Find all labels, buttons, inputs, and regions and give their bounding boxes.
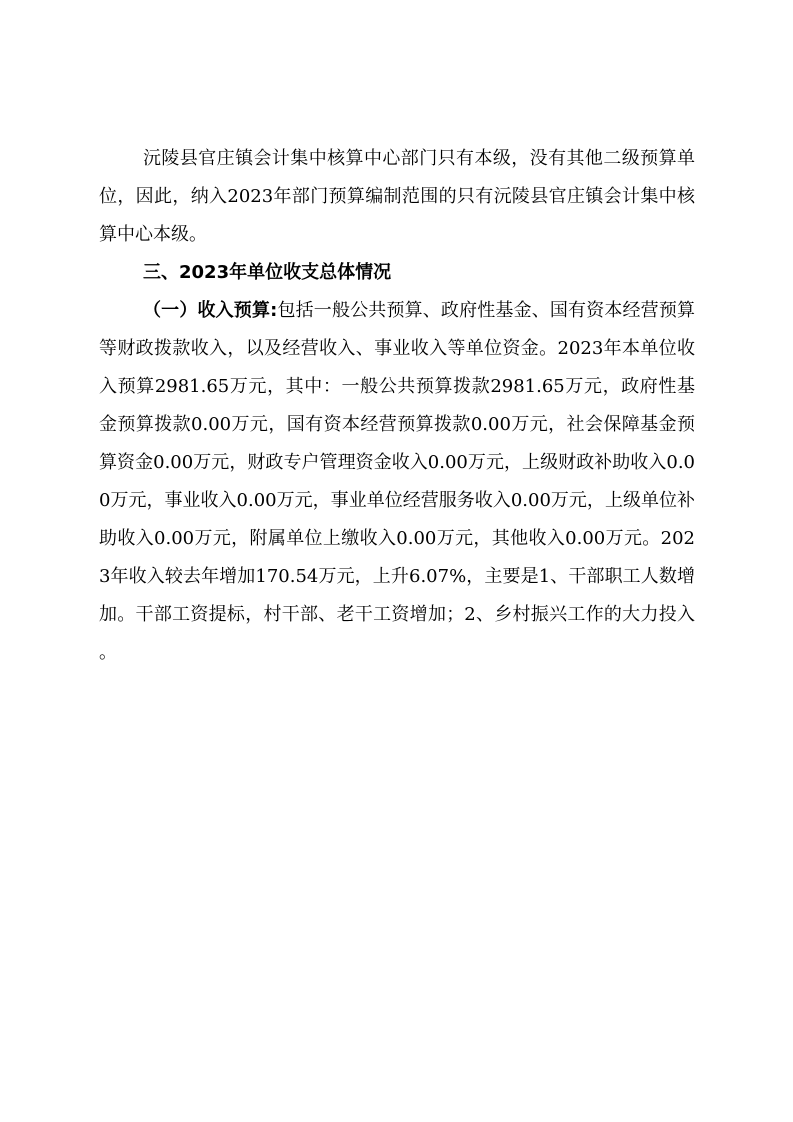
section-heading: 三、2023年单位收支总体情况 — [143, 262, 392, 283]
income-paragraph — [99, 292, 695, 672]
document-body — [99, 140, 695, 672]
income-text: 包括一般公共预算、政府性基金、国有资本经营预算等财政拨款收入，以及经营收入、事业收入等单位资金。2023年本单位收入预算2981.65万元，其中：一般公共预算拨款2981.65万元，政府性基金预算拨款0.00万元，国有资本经营预算拨款0.00万元，社会保障基金预算资金0.00万元，财政专户管理资金收入0.00万元，上级财政补助收入0.00万元，事业收入0.00万元，事业单位经营服务收入0.00万元，上级单位补助收入0.00万元，附属单位上缴收入0.00万元，其他收入0.00万元。2023年收入较去年增加170.54万元，上升6.07%，主要是1、干部职工人数增加。干部工资提标，村干部、老干工资增加；2、乡村振兴工作的大力投入。 — [99, 300, 696, 663]
scope-paragraph: 沅陵县官庄镇会计集中核算中心部门只有本级，没有其他二级预算单位，因此，纳入2023年部门预算编制范围的只有沅陵县官庄镇会计集中核算中心本级。 — [99, 148, 695, 245]
income-lead-label: （一）收入预算: — [143, 300, 278, 321]
